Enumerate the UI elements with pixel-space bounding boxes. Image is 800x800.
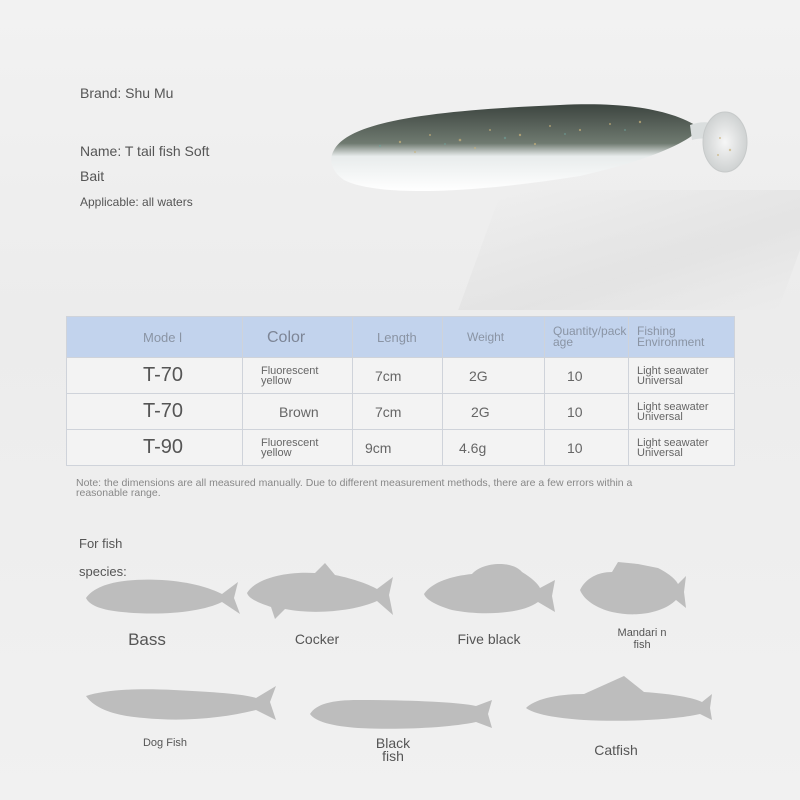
header-quantity: Quantity/pack age xyxy=(545,317,629,358)
table-row xyxy=(67,394,735,430)
cell-quantity: 10 xyxy=(545,430,629,466)
header-environment: Fishing Environment xyxy=(629,317,735,358)
spec-table xyxy=(66,316,735,466)
cell-environment: Light seawater Universal xyxy=(629,358,735,394)
product-name xyxy=(80,139,260,189)
cell-color: Brown xyxy=(243,394,353,430)
header-weight: Weight xyxy=(443,317,545,358)
species-label-line1: For fish xyxy=(79,536,123,551)
black-fish-icon xyxy=(308,696,493,732)
cell-environment: Light seawater Universal xyxy=(629,430,735,466)
cell-model: T-70 xyxy=(67,358,243,394)
cell-environment: Light seawater Universal xyxy=(629,394,735,430)
cell-color: Fluorescent yellow xyxy=(243,430,353,466)
dog-fish-icon xyxy=(84,676,279,726)
measurement-note: Note: the dimensions are all measured manually. Due to different measurement methods, there are a few errors within a reasonable range. xyxy=(76,477,633,499)
cell-length: 7cm xyxy=(353,358,443,394)
table-header-row xyxy=(67,317,735,358)
catfish-icon xyxy=(524,674,714,724)
cell-weight: 4.6g xyxy=(443,430,545,466)
cocker-icon xyxy=(245,563,395,623)
cell-model: T-90 xyxy=(67,430,243,466)
species-name-mandarin-fish: Mandari n fish xyxy=(617,627,667,651)
species-name-five-black: Five black xyxy=(457,631,521,647)
species-name-catfish: Catfish xyxy=(594,742,638,758)
table-row xyxy=(67,430,735,466)
cell-weight: 2G xyxy=(443,358,545,394)
species-name-dog-fish: Dog Fish xyxy=(142,737,188,749)
cell-model: T-70 xyxy=(67,394,243,430)
cell-length: 7cm xyxy=(353,394,443,430)
table-row xyxy=(67,358,735,394)
species-name-cocker: Cocker xyxy=(294,631,340,647)
cell-weight: 2G xyxy=(443,394,545,430)
species-name-bass: Bass xyxy=(128,630,166,649)
header-color: Color xyxy=(243,317,353,358)
soft-bait-lure-image xyxy=(320,80,760,210)
header-length: Length xyxy=(353,317,443,358)
brand-label: Brand: Shu Mu xyxy=(80,85,174,101)
species-label-line2: species: xyxy=(79,564,127,579)
bass-icon xyxy=(82,572,242,620)
cell-quantity: 10 xyxy=(545,394,629,430)
five-black-icon xyxy=(422,560,557,620)
header-mode: Mode l xyxy=(67,317,243,358)
cell-length: 9cm xyxy=(353,430,443,466)
product-name-line2: Bait xyxy=(80,168,105,184)
cell-color: Fluorescent yellow xyxy=(243,358,353,394)
applicable-label: Applicable: all waters xyxy=(80,195,193,209)
cell-quantity: 10 xyxy=(545,358,629,394)
species-name-black-fish: Black fish xyxy=(375,735,411,764)
product-name-line1: Name: T tail fish Soft xyxy=(80,143,210,159)
mandarin-fish-icon xyxy=(578,560,688,622)
